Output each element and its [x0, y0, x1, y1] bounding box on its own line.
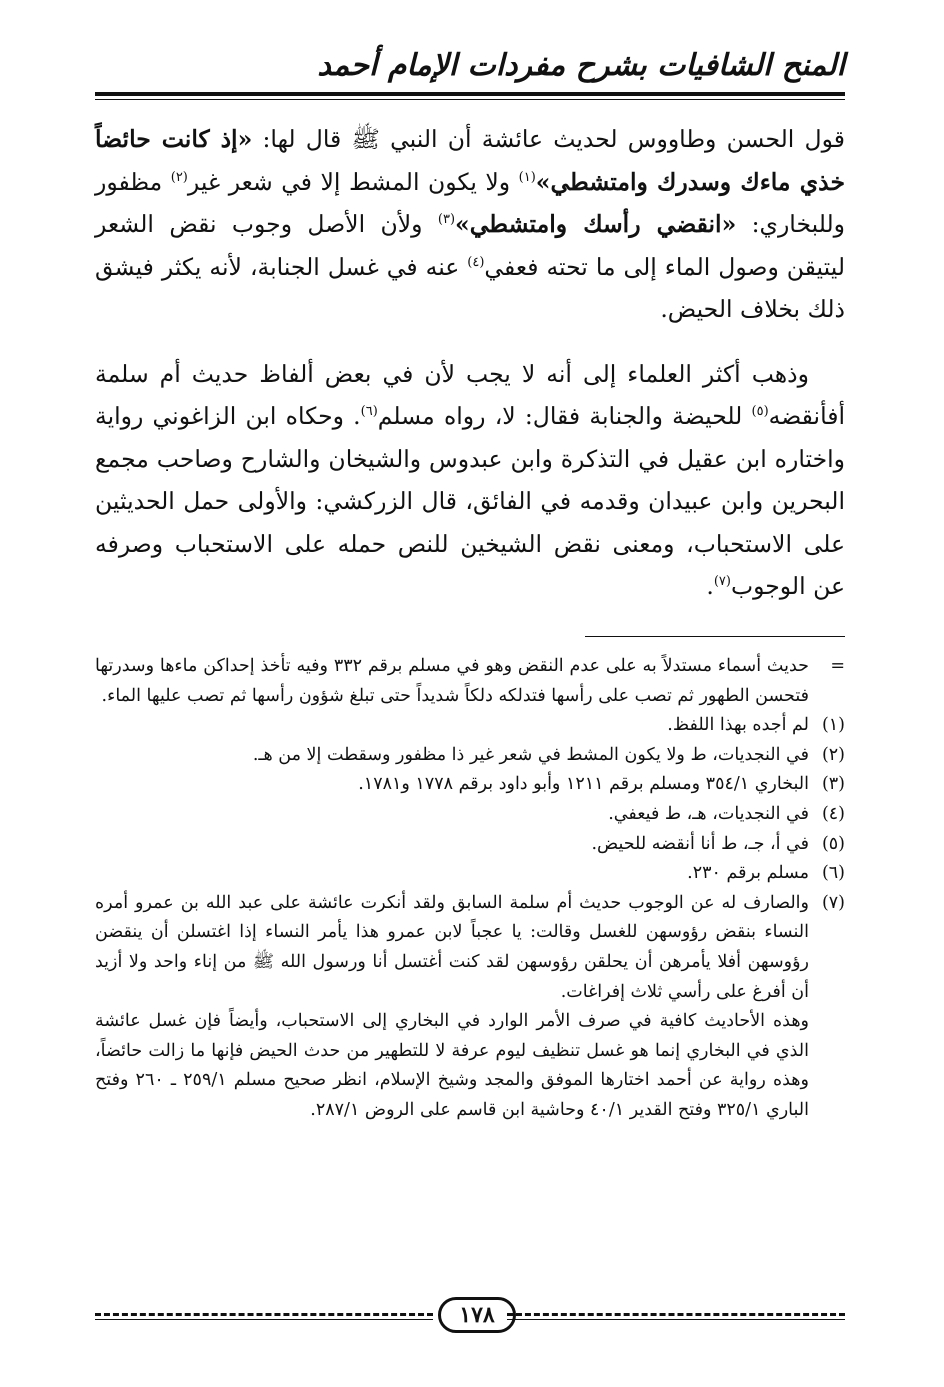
header-rule-thin: [95, 99, 845, 100]
footnote-text: البخاري ٣٥٤/١ ومسلم برقم ١٢١١ وأبو داود برقم ١٧٧٨ و١٧٨١.: [358, 774, 809, 795]
p1-text-1: قول الحسن وطاووس لحديث عائشة أن النبي ﷺ قال لها:: [252, 125, 845, 153]
book-page: [95, 40, 845, 1340]
footnote-ref-5: (٥): [751, 404, 769, 420]
footnote-text: في أ، جـ، ط أنا أنقضه للحيض.: [591, 833, 809, 854]
p2-text-2: للحيضة والجنابة فقال: لا، رواه مسلم: [377, 402, 752, 430]
paragraph-2: [95, 353, 845, 608]
footnote-number: (١): [821, 715, 845, 736]
footnote-item: [95, 800, 845, 830]
footnote-number: (٦): [821, 863, 845, 884]
p1-text-5: عنه في غسل الجنابة، لأنه يكثر فيشق ذلك بخلاف الحيض.: [95, 252, 845, 323]
footnote-text: مسلم برقم ٢٣٠.: [687, 863, 809, 884]
p1-text-4: ولأن الأصل وجوب نقض الشعر ليتيقن وصول الماء إلى ما تحته فعفي: [95, 210, 845, 281]
page-footer: [95, 1297, 845, 1331]
footnotes: [95, 652, 845, 1126]
footer-thin-rule-left: [95, 1319, 433, 1320]
footnote-ref-1: (١): [518, 169, 536, 185]
footnote-7-continuation: وهذه الأحاديث كافية في صرف الأمر الوارد في البخاري إلى الاستحباب، وأيضاً فإن غسل عائشة الذي في البخاري إنما هو غسل تنظيف ليوم عرفة لا للتطهير من حدث الحيض فإنها ما زالت حائضاً، وهذه رواية عن أحمد اختارها الموفق والمجد وشيخ الإسلام، انظر صحيح مسلم ٢٥٩/١ ـ ٢٦٠ وفتح الباري ٣٢٥/١ وفتح القدير ٤٠/١ وحاشية ابن قاسم على الروض ٢٨٧/١.: [95, 1011, 809, 1120]
footnote-ref-6: (٦): [360, 404, 378, 420]
footnote-number: (٧): [821, 892, 845, 913]
footnote-item: [95, 830, 845, 860]
footnote-item: [95, 741, 845, 771]
footnote-text: والصارف له عن الوجوب حديث أم سلمة السابق ولقد أنكرت عائشة على عبد الله بن عمرو أمره النساء بنقض رؤوسهن للغسل وقالت: يا عجباً لابن عمرو هذا يأمر النساء إذا اغتسلن أن ينقضن رؤوسهن أفلا يأمرهن أن يحلقن رؤوسهن لقد كنت أغتسل أنا ورسول الله ﷺ من إناء واحد ولا أزيد أن أفرغ على رأسي ثلاث إفراغات.: [95, 892, 809, 1002]
footnote-text: في النجديات، هـ، ط فيعفي.: [608, 803, 809, 824]
footnote-text: لم أجده بهذا اللفظ.: [667, 715, 809, 736]
footnote-ref-4: (٤): [467, 254, 485, 270]
p2-text-3: . وحكاه ابن الزاغوني رواية واختاره ابن عقيل في التذكرة وابن عبدوس والشيخان والشارح وصاحب مجمع البحرين وابن عبيدان وقدمه في الفائق، قال الزركشي: والأولى حمل الحديثين على الاستحباب، ومعنى نقض الشيخين للنص حمله على الاستحباب وصرفه عن الوجوب: [95, 402, 845, 600]
footnote-ref-2: (٢): [170, 169, 188, 185]
continuation-marker: =: [830, 656, 845, 676]
p2-text-1: وذهب أكثر العلماء إلى أنه لا يجب لأن في بعض ألفاظ حديث أم سلمة أفأنقضه: [95, 359, 845, 430]
footnote-number: (٤): [821, 803, 845, 824]
p1-text-2: ولا يكون المشط إلا في شعر غير: [187, 167, 519, 196]
footer-dashed-rule-right: [507, 1313, 845, 1316]
header-rule-thick: [95, 92, 845, 96]
footnote-ref-7: (٧): [713, 574, 731, 590]
p2-text-4: .: [706, 572, 714, 600]
footer-thin-rule-right: [507, 1319, 845, 1320]
footnote-item: [95, 859, 845, 889]
footnote-continuation: [95, 652, 845, 711]
p1-text-3: مظفور وللبخاري:: [95, 167, 846, 238]
footnote-text: في النجديات، ط ولا يكون المشط في شعر غير ذا مظفور وسقطت إلا من هـ.: [252, 744, 809, 765]
footer-dashed-rule-left: [95, 1313, 433, 1316]
footnote-item: [95, 889, 845, 1007]
page-number: ١٧٨: [438, 1297, 516, 1333]
p1-hadith-quote-1: «إذ كانت حائضاً خذي ماءك وسدرك وامتشطي»: [95, 125, 845, 196]
footnote-number: (٢): [821, 744, 845, 765]
footnote-item: [95, 770, 845, 800]
continuation-text: حديث أسماء مستدلاً به على عدم النقض وهو في مسلم برقم ٣٣٢ وفيه تأخذ إحداكن ماءها وسدرتها فتحسن الطهور ثم تصب على رأسها فتدلكه دلكاً شديداً حتى تبلغ شؤون رأسها ثم تصب عليها الماء.: [95, 656, 809, 706]
running-header-title: المنح الشافيات بشرح مفردات الإمام أحمد: [317, 48, 845, 83]
footnote-number: (٣): [821, 774, 845, 795]
p1-hadith-quote-2: «انقضي رأسك وامتشطي»: [455, 210, 737, 238]
footnote-item: [95, 711, 845, 741]
footnote-number: (٥): [821, 833, 845, 854]
footnote-separator: [585, 636, 845, 637]
paragraph-1: [95, 118, 845, 331]
footnote-ref-3: (٣): [437, 212, 456, 228]
main-text: [95, 118, 845, 608]
